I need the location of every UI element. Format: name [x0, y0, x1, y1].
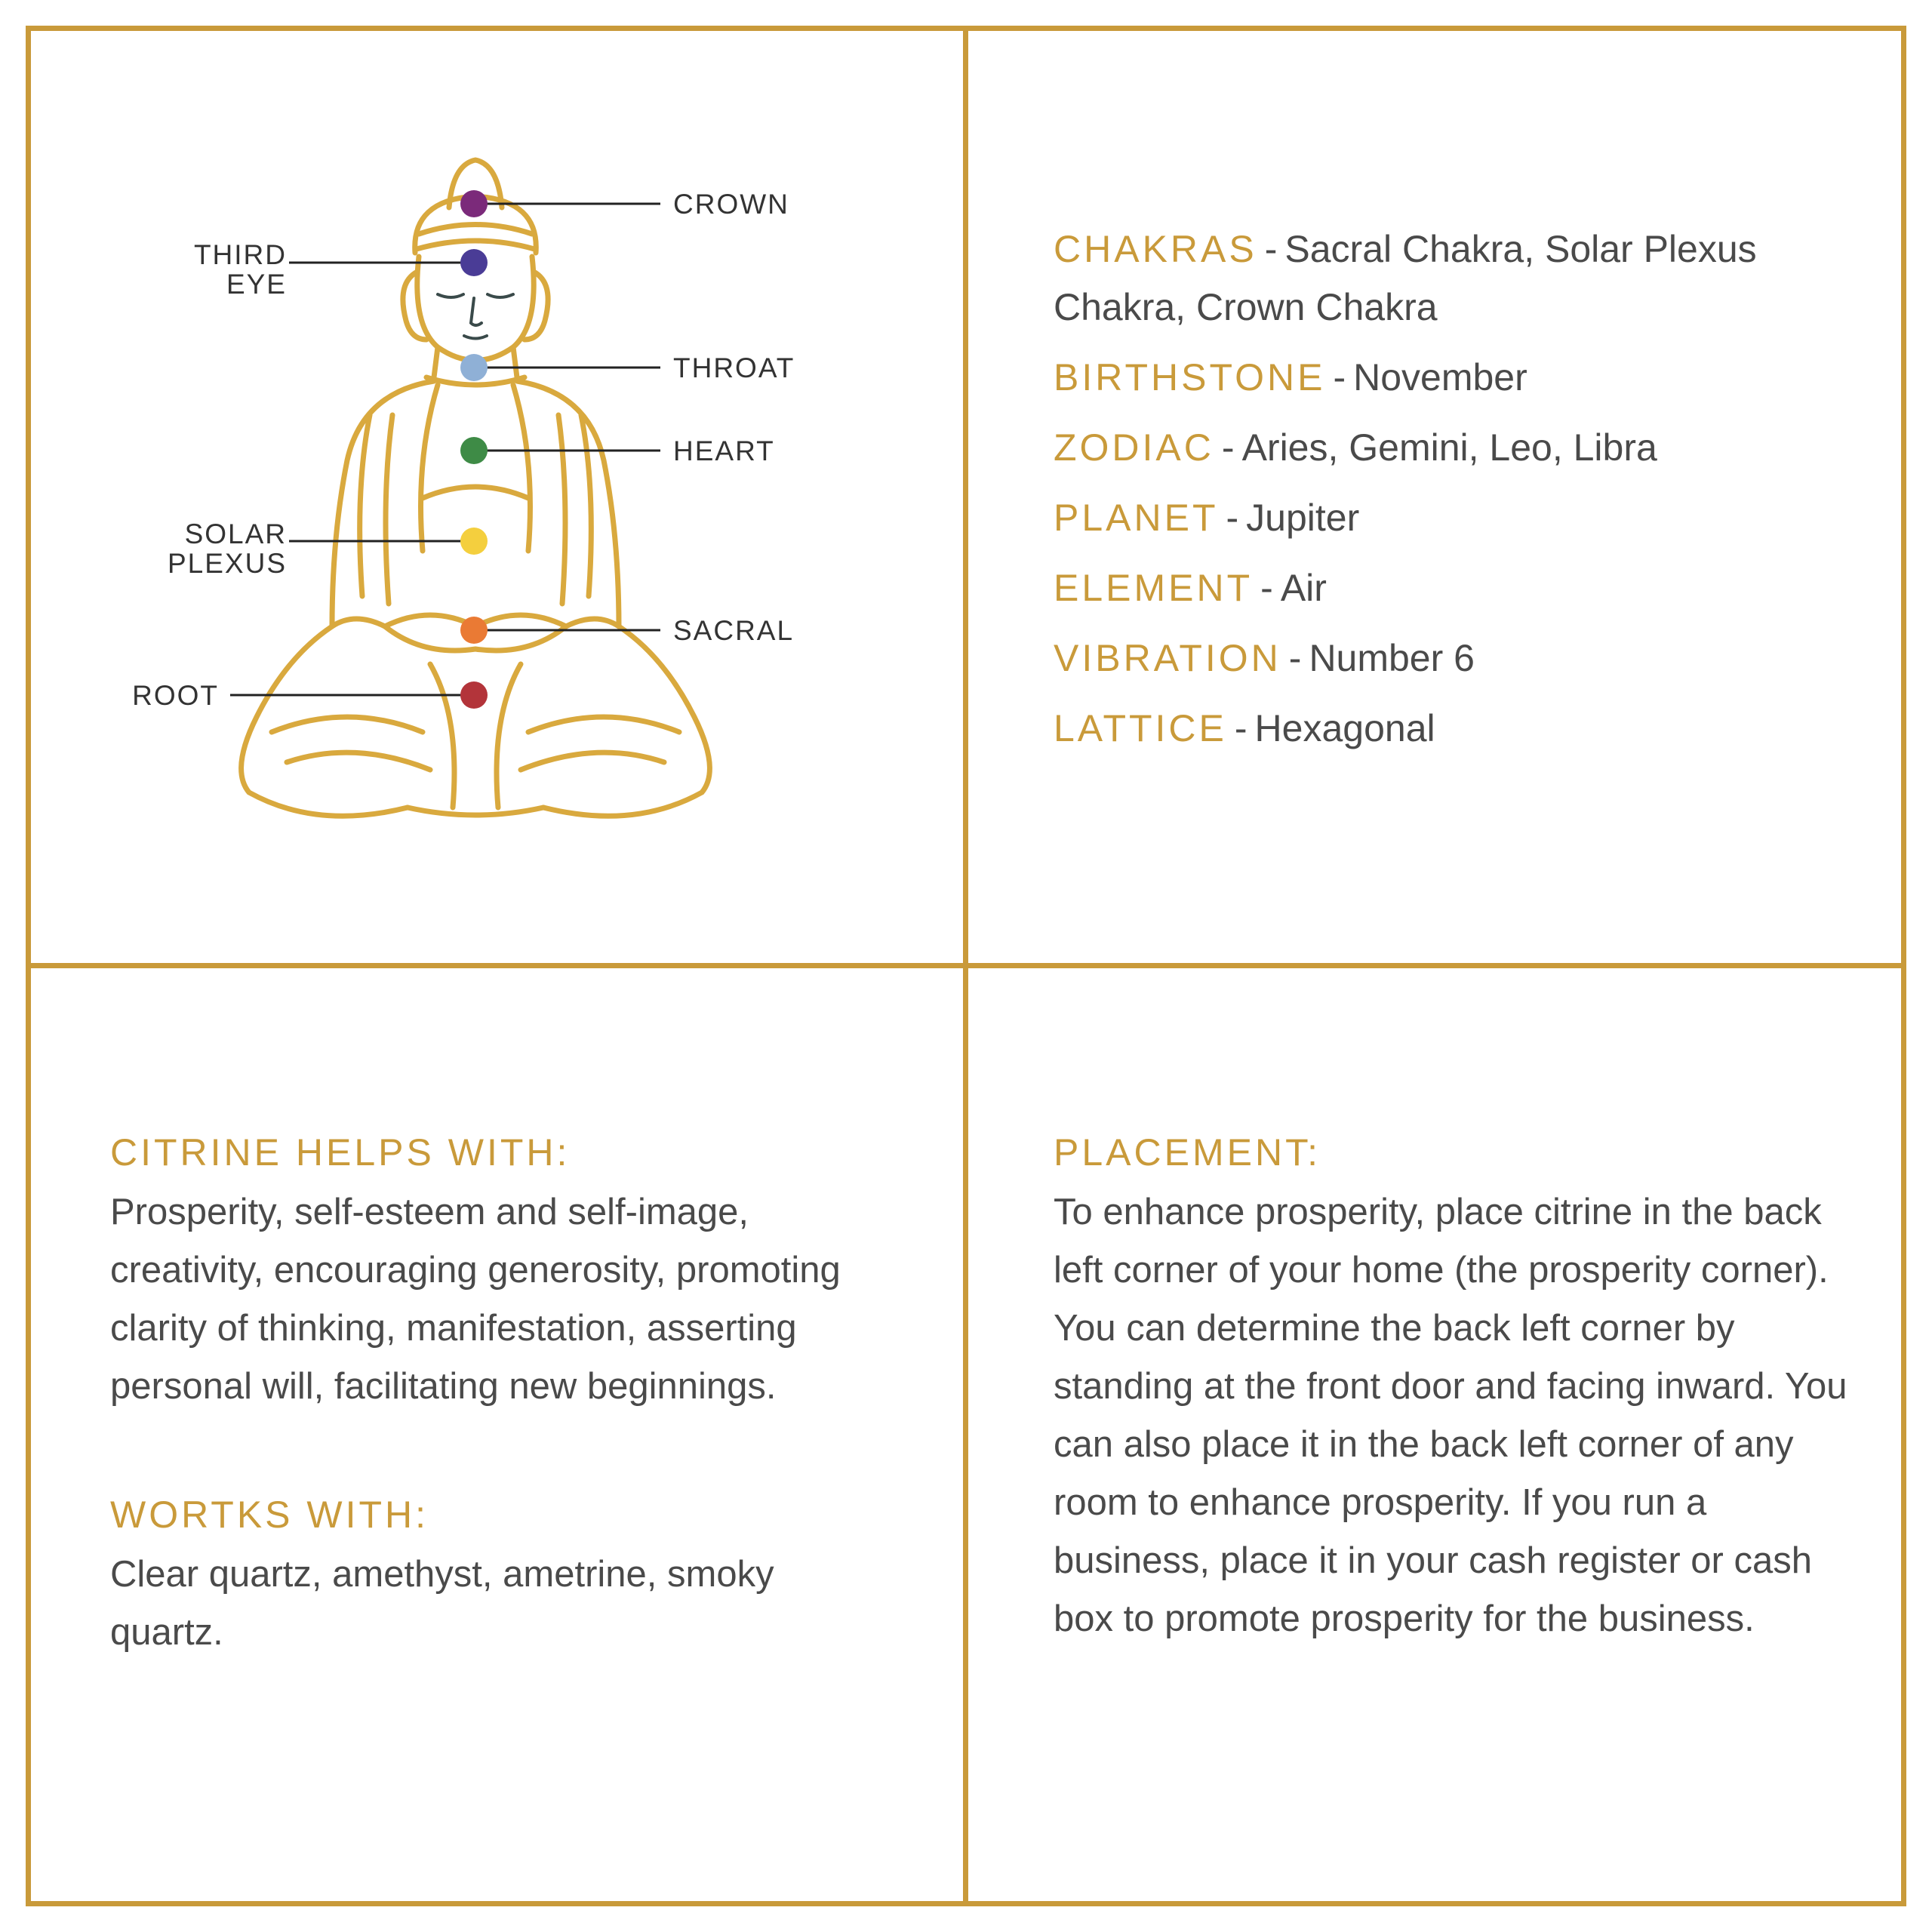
- helps-heading: CITRINE HELPS WITH:: [110, 1131, 571, 1174]
- sacral-dot: [460, 617, 488, 644]
- label-sacral: SACRAL: [673, 615, 795, 646]
- third-eye-dot: [460, 249, 488, 276]
- label-third-eye-1: THIRD: [193, 239, 287, 270]
- sash: [423, 487, 528, 498]
- helps-text: Prosperity, self-esteem and self-image, creativity, encouraging generosity, promoting clarity of thinking, manifestation, asserting personal will, facilitating new beginnings.: [110, 1192, 841, 1407]
- label-solar-2: PLEXUS: [167, 548, 287, 579]
- label-root: ROOT: [132, 680, 219, 711]
- label-heart: HEART: [673, 435, 775, 466]
- attr-element: ELEMENT - Air: [1054, 567, 1327, 609]
- throat-dot: [460, 354, 488, 381]
- attr-planet: PLANET - Jupiter: [1054, 497, 1360, 539]
- label-crown: CROWN: [673, 189, 789, 220]
- works-heading: WORTKS WITH:: [110, 1494, 429, 1536]
- chakra-diagram: [106, 143, 845, 853]
- label-solar-1: SOLAR: [184, 518, 287, 549]
- horizontal-divider: [26, 963, 1906, 968]
- heart-dot: [460, 437, 488, 464]
- crown-dot: [460, 190, 488, 217]
- helps-section: [110, 1126, 895, 1662]
- attr-chakras: CHAKRAS - Sacral Chakra, Solar Plexus Chakra, Crown Chakra: [1054, 228, 1757, 328]
- placement-heading: PLACEMENT:: [1054, 1131, 1321, 1174]
- placement-section: [1054, 1126, 1869, 1648]
- attr-vibration: VIBRATION - Number 6: [1054, 637, 1475, 679]
- attr-lattice: LATTICE - Hexagonal: [1054, 707, 1435, 749]
- attr-birthstone: BIRTHSTONE - November: [1054, 356, 1527, 398]
- attr-zodiac: ZODIAC - Aries, Gemini, Leo, Libra: [1054, 426, 1657, 469]
- root-dot: [460, 681, 488, 709]
- placement-text: To enhance prosperity, place citrine in the back left corner of your home (the prosperity corner). You can determine the back left corner by standing at the front door and facing inward. You can also place it in the back left corner of any room to enhance prosperity. If you run a business, place it in your cash register or cash box to promote prosperity for the business.: [1054, 1192, 1847, 1639]
- attributes-list: [1054, 220, 1854, 770]
- label-third-eye-2: EYE: [226, 269, 287, 300]
- solar-dot: [460, 528, 488, 555]
- face: [438, 294, 513, 339]
- label-throat: THROAT: [673, 352, 795, 383]
- works-text: Clear quartz, amethyst, ametrine, smoky quartz.: [110, 1554, 774, 1653]
